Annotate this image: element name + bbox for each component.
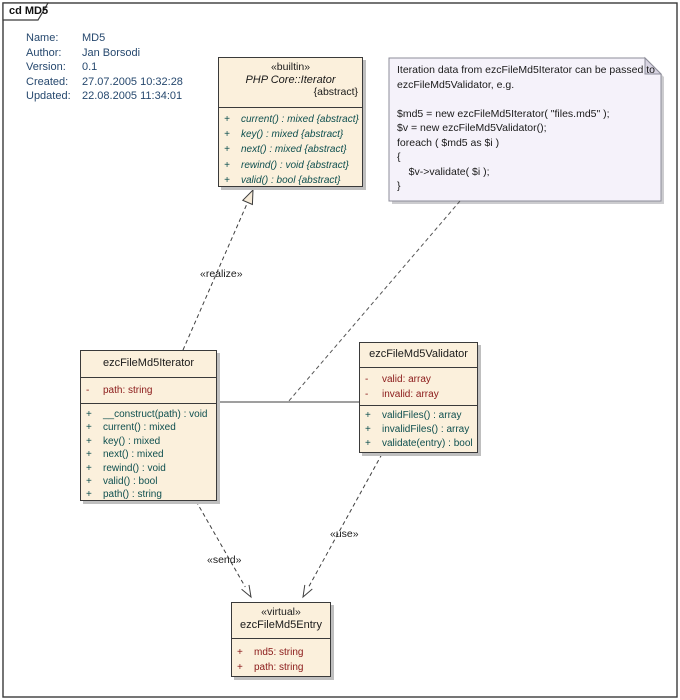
- method-row: [219, 127, 362, 142]
- info-row-version: [26, 60, 183, 75]
- info-row-name: [26, 31, 183, 46]
- info-value: 27.07.2005 10:32:28: [82, 75, 183, 88]
- realize-triangle-arrowhead-icon: [243, 190, 253, 205]
- method-row: [219, 112, 362, 127]
- info-row-created: [26, 75, 183, 90]
- method-signature: valid() : bool {abstract}: [241, 174, 341, 186]
- method-row: [360, 409, 477, 423]
- edge-use[interactable]: [309, 454, 382, 587]
- method-signature: next() : mixed {abstract}: [241, 144, 347, 156]
- method-signature: next() : mixed: [103, 449, 164, 461]
- info-value: Jan Borsodi: [82, 46, 141, 59]
- class-abstract-modifier: {abstract}: [313, 86, 358, 98]
- visibility-symbol: +: [237, 647, 243, 658]
- edge-label-realize: «realize»: [200, 268, 243, 280]
- class-stereotype: «builtin»: [270, 61, 311, 73]
- method-row: [81, 488, 216, 501]
- methods-compartment: [219, 108, 362, 187]
- visibility-symbol: +: [224, 114, 230, 125]
- diagram-tab-label: cd MD5: [9, 5, 49, 17]
- method-row: [360, 437, 477, 451]
- visibility-symbol: +: [86, 422, 92, 434]
- visibility-symbol: +: [365, 438, 371, 450]
- edge-label-use: «use»: [330, 528, 359, 540]
- class-stereotype: «virtual»: [261, 606, 301, 618]
- attribute-row: [360, 373, 477, 388]
- method-signature: current() : mixed {abstract}: [241, 114, 359, 125]
- method-signature: key() : mixed {abstract}: [241, 129, 344, 141]
- method-row: [219, 158, 362, 173]
- visibility-symbol: +: [224, 174, 230, 186]
- info-label: Version:: [26, 61, 66, 74]
- diagram-info-block: [26, 31, 183, 104]
- info-row-author: [26, 46, 183, 61]
- attribute-text: invalid: array: [382, 388, 439, 400]
- note-text: [397, 63, 653, 194]
- methods-compartment: [360, 406, 477, 452]
- visibility-symbol: +: [86, 476, 92, 488]
- visibility-symbol: +: [86, 409, 92, 420]
- attributes-compartment: [232, 639, 330, 675]
- method-row: [81, 462, 216, 475]
- method-signature: validate(entry) : bool: [382, 438, 473, 450]
- class-header: [232, 603, 330, 639]
- method-row: [81, 435, 216, 448]
- visibility-symbol: -: [365, 374, 369, 385]
- info-label: Created:: [26, 75, 69, 88]
- method-row: [219, 173, 362, 187]
- method-signature: invalidFiles() : array: [382, 424, 470, 436]
- visibility-symbol: +: [86, 462, 92, 474]
- class-name: PHP Core::Iterator: [245, 74, 336, 86]
- method-signature: __construct(path) : void: [103, 409, 208, 420]
- method-row: [81, 475, 216, 488]
- visibility-symbol: +: [224, 159, 230, 171]
- edge-label-send: «send»: [207, 554, 242, 566]
- visibility-symbol: +: [224, 129, 230, 141]
- visibility-symbol: +: [365, 424, 371, 436]
- note-line: ezcFileMd5Validator, e.g.: [397, 78, 515, 91]
- visibility-symbol: -: [86, 385, 90, 396]
- note-line: Iteration data from ezcFileMd5Iterator can be passed to: [397, 64, 655, 76]
- info-value: MD5: [82, 32, 106, 44]
- info-row-updated: [26, 89, 183, 104]
- class-ezcfilemd5entry[interactable]: [231, 602, 331, 677]
- visibility-symbol: +: [365, 410, 371, 421]
- class-ezcfilemd5iterator[interactable]: [80, 350, 217, 501]
- visibility-symbol: +: [86, 489, 92, 501]
- class-php-core-iterator[interactable]: [218, 57, 363, 187]
- attribute-row: [360, 388, 477, 403]
- visibility-symbol: +: [224, 144, 230, 156]
- note-line: }: [397, 180, 401, 192]
- attribute-text: path: string: [103, 385, 153, 396]
- note-line: $v = new ezcFileMd5Validator();: [397, 122, 547, 134]
- method-signature: current() : mixed: [103, 422, 176, 434]
- class-header: [360, 343, 477, 368]
- method-signature: valid() : bool: [103, 476, 158, 488]
- attribute-text: valid: array: [382, 374, 431, 385]
- method-signature: key() : mixed: [103, 435, 161, 447]
- attribute-row: [232, 660, 330, 675]
- note-line: foreach ( $md5 as $i ): [397, 136, 500, 149]
- send-open-arrowhead-icon: [242, 585, 251, 597]
- visibility-symbol: -: [365, 388, 369, 400]
- class-name: ezcFileMd5Entry: [240, 619, 322, 631]
- visibility-symbol: +: [86, 449, 92, 461]
- method-signature: path() : string: [103, 489, 162, 501]
- info-value: 0.1: [82, 61, 98, 74]
- visibility-symbol: +: [237, 662, 243, 673]
- info-label: Name:: [26, 32, 59, 44]
- attribute-row: [81, 384, 216, 398]
- edge-send[interactable]: [196, 501, 245, 587]
- attribute-row: [232, 645, 330, 660]
- info-label: Author:: [26, 46, 62, 59]
- method-row: [219, 142, 362, 157]
- attributes-compartment: [360, 368, 477, 406]
- method-signature: rewind() : void {abstract}: [241, 159, 349, 171]
- attribute-text: md5: string: [254, 647, 304, 658]
- method-row: [81, 448, 216, 461]
- class-name: ezcFileMd5Validator: [369, 348, 468, 360]
- method-row: [81, 408, 216, 421]
- use-open-arrowhead-icon: [303, 585, 312, 597]
- attributes-compartment: [81, 378, 216, 404]
- method-signature: validFiles() : array: [382, 410, 462, 421]
- visibility-symbol: +: [86, 435, 92, 447]
- note-line: {: [397, 151, 401, 163]
- method-signature: rewind() : void: [103, 462, 166, 474]
- method-row: [360, 423, 477, 437]
- method-row: [81, 421, 216, 434]
- attribute-text: path: string: [254, 662, 304, 673]
- info-value: 22.08.2005 11:34:01: [82, 90, 183, 103]
- class-name: ezcFileMd5Iterator: [102, 357, 195, 369]
- note-line: [397, 92, 653, 107]
- class-header: [81, 351, 216, 378]
- note-line: $md5 = new ezcFileMd5Iterator( "files.md5" );: [397, 107, 610, 120]
- note-line: $v->validate( $i );: [397, 165, 490, 178]
- info-label: Updated:: [26, 90, 71, 103]
- methods-compartment: [81, 404, 216, 501]
- class-header: [219, 58, 362, 108]
- class-ezcfilemd5validator[interactable]: [359, 342, 478, 453]
